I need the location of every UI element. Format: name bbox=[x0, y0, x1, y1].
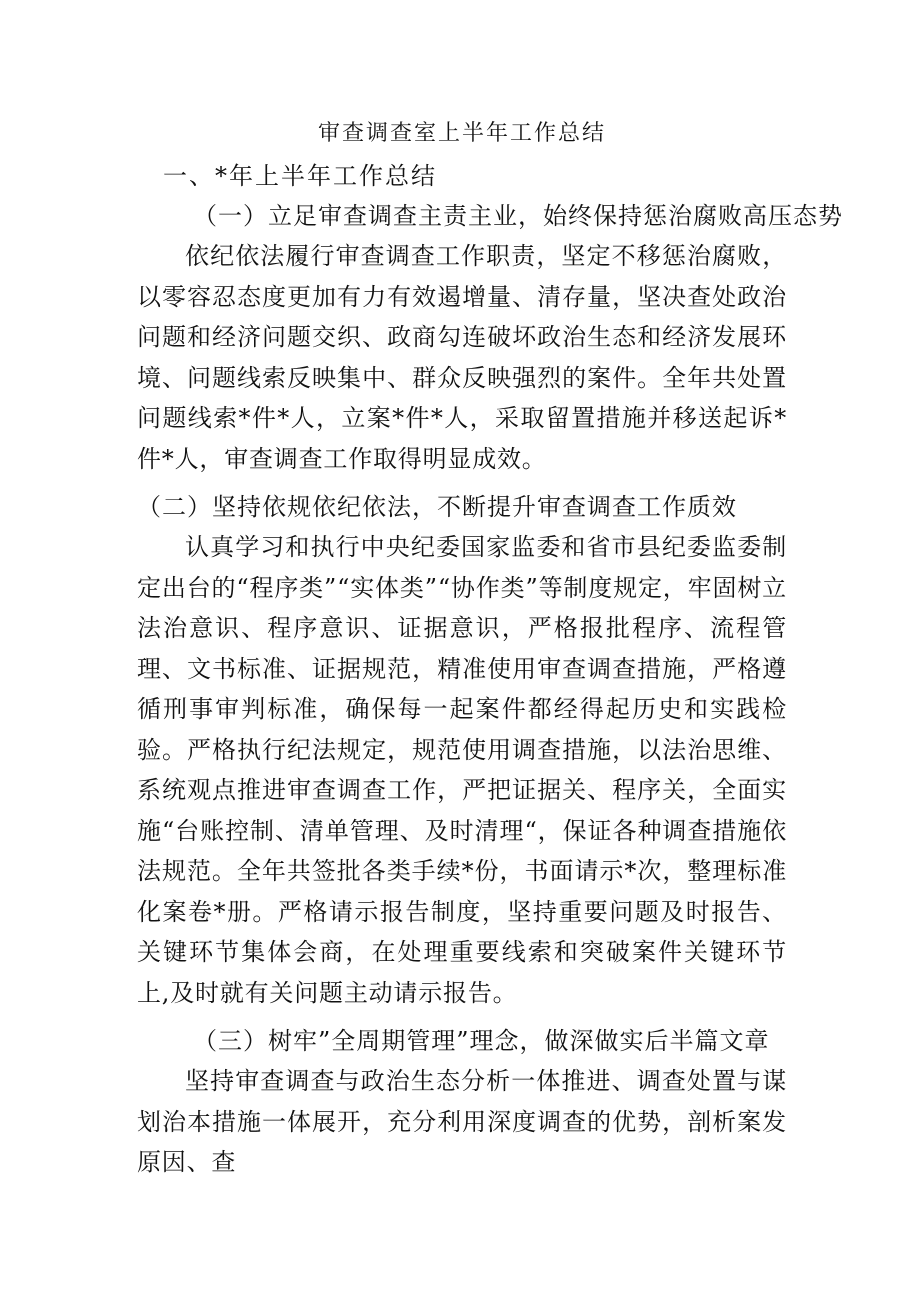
document-title: 审查调查室上半年工作总结 bbox=[317, 121, 606, 146]
subsection-paragraph-one: 依纪依法履行审查调查工作职责，坚定不移惩治腐败，以零容忍态度更加有力有效遏增量、清存量，坚决查处政治问题和经济问题交织、政商勾连破坏政治生态和经济发展环境、问题线索反映集中、群众反映强烈的案件。全年共处置问题线索*件*人，立案*件*人，采取留置措施并移送起诉*件*人，审查调查工作取得明显成效。 bbox=[137, 242, 787, 473]
document-content bbox=[137, 112, 843, 1183]
subsection-paragraph-three: 坚持审查调查与政治生态分析一体推进、调查处置与谋划治本措施一体展开，充分利用深度调查的优势，剖析案发原因、查 bbox=[137, 1067, 787, 1176]
paragraph-spacing bbox=[137, 479, 787, 487]
paragraph-spacing bbox=[137, 1013, 787, 1021]
section-heading-first-half-summary: 一、*年上半年工作总结 bbox=[163, 162, 437, 190]
subsection-paragraph-two: 认真学习和执行中央纪委国家监委和省市县纪委监委制定出台的“程序类”“实体类”“协作类”等制度规定，牢固树立法治意识、程序意识、证据意识，严格报批程序、流程管理、文书标准、证据规范，精准使用审查调查措施，严格遵循刑事审判标准，确保每一起案件都经得起历史和实践检验。严格执行纪法规定，规范使用调查措施，以法治思维、系统观点推进审查调查工作，严把证据关、程序关，全面实施“台账控制、清单管理、及时清理“，保证各种调查措施依法规范。全年共签批各类手续*份，书面请示*次，整理标准化案卷*册。严格请示报告制度，坚持重要问题及时报告、关键环节集体会商，在处理重要线索和突破案件关键环节上,及时就有关问题主动请示报告。 bbox=[137, 533, 787, 1007]
subsection-heading-one: （一）立足审查调查主责主业，始终保持惩治腐败高压态势 bbox=[193, 202, 843, 230]
subsection-heading-two: （二）坚持依规依纪依法，不断提升审查调查工作质效 bbox=[137, 493, 737, 521]
subsection-heading-three: （三）树牢”全周期管理”理念，做深做实后半篇文章 bbox=[193, 1027, 770, 1055]
